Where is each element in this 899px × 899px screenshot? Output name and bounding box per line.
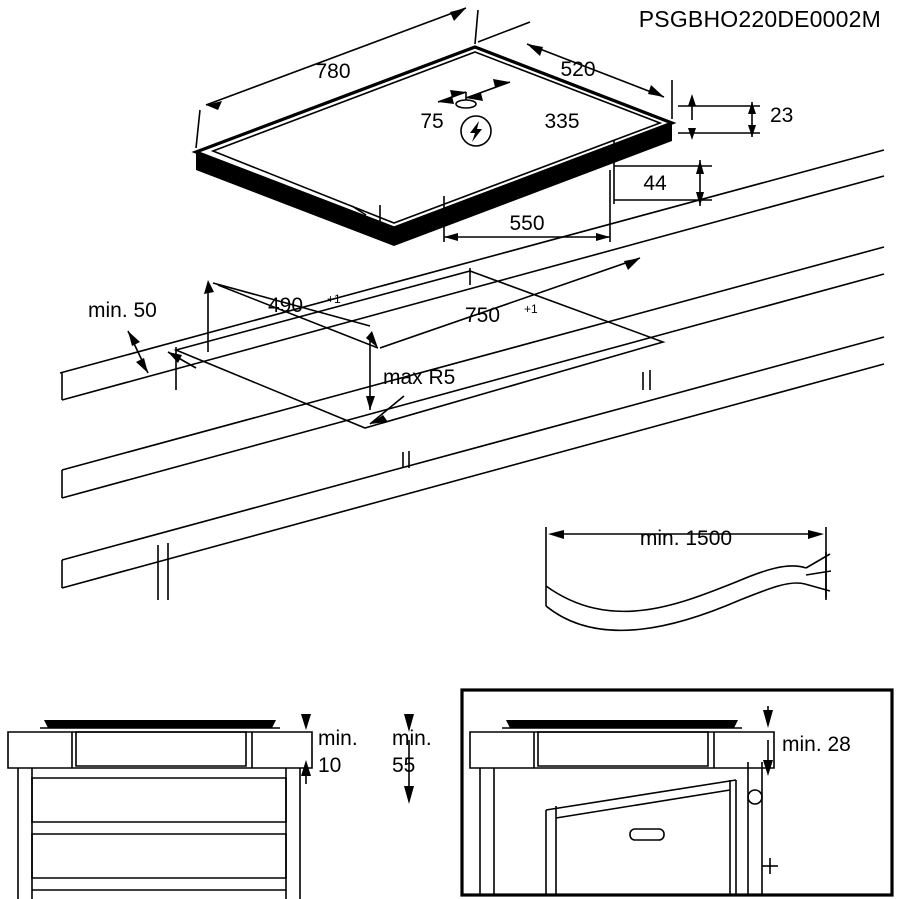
dim-780-line [206, 8, 466, 105]
dim-23-tick-arrow [688, 94, 696, 106]
dim-r5-leader [370, 396, 404, 424]
dim-min28-arrow-down [763, 710, 773, 728]
dim-min10-arrow-down [301, 714, 311, 730]
dim-23-arrow-bottom [748, 125, 756, 137]
dim-520-arrow-right [648, 85, 664, 97]
mains-cable-view [546, 527, 831, 630]
section-right-hob-body [538, 732, 708, 766]
dim-550-arrow-left [444, 233, 458, 241]
dim-23 [678, 94, 793, 140]
dim-490 [204, 280, 378, 352]
dim-490-sup: +1 [327, 292, 341, 306]
section-right-knob-icon [748, 790, 762, 804]
section-left-hob-glass [44, 720, 276, 728]
dim-min10-label: min. [318, 727, 358, 750]
dim-520-label: 520 [560, 58, 596, 81]
electrical-connection-icon [461, 116, 491, 146]
dim-75-label: 75 [420, 110, 444, 133]
dim-490-label: 490 [268, 294, 304, 317]
dim-min-10 [301, 714, 358, 784]
dim-520-arrow-left [527, 44, 543, 56]
worktop-front-edge [62, 247, 884, 470]
dim-min-50 [88, 299, 196, 390]
dim-550-arrow-right [596, 233, 610, 241]
section-left-hob-body [76, 732, 246, 766]
cable-dim-arrow-right [808, 530, 824, 539]
dim-min1500-label: min. 1500 [639, 527, 733, 550]
dim-750-sup: +1 [524, 302, 538, 316]
worktop-bottom-edge [62, 337, 884, 560]
dim-780-ext-left [196, 110, 200, 148]
dim-min28-label: min. 28 [782, 733, 851, 756]
hob-top-surface [196, 47, 672, 228]
section-right-hob-glass [506, 720, 738, 728]
dim-780-label: 780 [315, 60, 351, 83]
dim-550-label: 550 [509, 212, 545, 235]
dim-min-55 [392, 714, 432, 804]
dim-min50-label: min. 50 [88, 299, 157, 322]
dim-44-label: 44 [643, 172, 667, 195]
dim-75-arrow-left [438, 96, 454, 104]
cable-dim-arrow-left [548, 530, 564, 539]
dim-44-arrow-top [696, 160, 704, 174]
dim-780-arrow-right [450, 8, 466, 21]
dim-75 [420, 90, 466, 133]
section-left-worktop [8, 732, 312, 768]
dim-520-ext-left [478, 22, 530, 42]
document-code: PSGBHO220DE0002M [638, 6, 881, 32]
dim-335-label: 335 [544, 110, 580, 133]
worktop-cutout-view [60, 150, 884, 600]
dim-335-line [466, 82, 510, 98]
dim-min55-label: min. [392, 727, 432, 750]
dim-r5-arrow-down [366, 396, 375, 410]
dim-23-label: 23 [770, 104, 794, 127]
section-left-drawer-2 [32, 834, 286, 878]
section-view-with-oven [462, 690, 892, 895]
dim-490-arrow-a [204, 280, 214, 294]
cable-curve-lower [546, 583, 805, 630]
dim-23-arrow-top [748, 102, 756, 114]
dim-min55-arrow-up [404, 786, 414, 804]
dim-min10-label2: 10 [318, 754, 342, 777]
dim-75-arrow-right [450, 90, 466, 98]
dim-min50-arrow-c [168, 352, 182, 363]
dim-min55-label2: 55 [392, 754, 416, 777]
section-right-oven-handle [630, 829, 664, 840]
dim-780-ext-right [475, 10, 478, 44]
cable-wire-2 [806, 571, 831, 575]
hob-left-edge [196, 152, 394, 246]
dim-min-28 [763, 706, 851, 776]
dim-23-tick-arrow2 [688, 128, 696, 140]
section-right-oven-top [546, 780, 736, 810]
section-view-with-drawers [8, 714, 432, 899]
dim-r5-label: max R5 [383, 366, 456, 389]
dim-min50-arrow-b [136, 358, 148, 373]
worktop-rear-edge [60, 150, 884, 373]
section-right-worktop [470, 732, 774, 768]
appliance-isometric-view [196, 8, 793, 246]
connection-box-marker [456, 100, 476, 108]
dim-750-arrow-right [624, 258, 640, 270]
dim-750-label: 750 [465, 304, 501, 327]
dim-min50-arrow-a [128, 331, 140, 346]
cable-curve-upper [546, 566, 806, 611]
dim-520 [478, 22, 672, 119]
section-left-drawer-1 [32, 778, 286, 822]
